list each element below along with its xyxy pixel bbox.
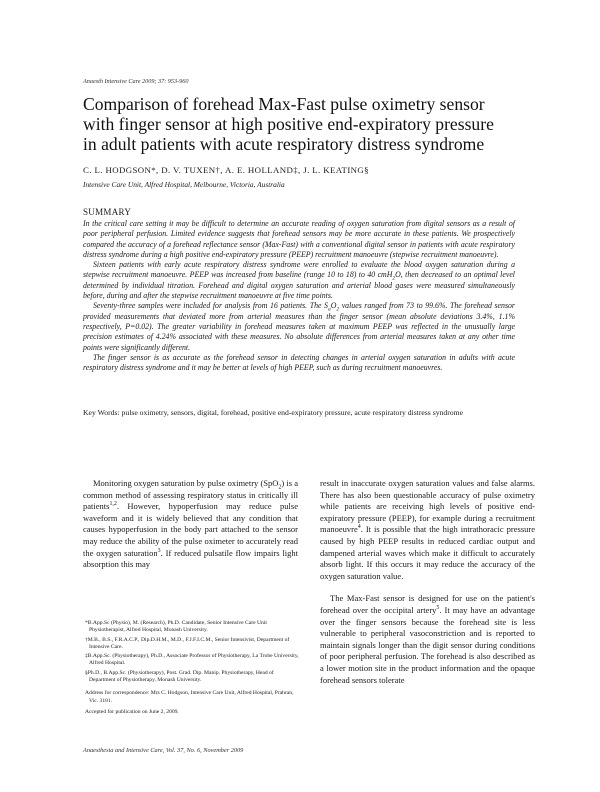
author-list: C. L. HODGSON*, D. V. TUXEN†, A. E. HOLLAND‡, J. L. KEATING§ xyxy=(83,165,369,175)
title-line-1: Comparison of forehead Max-Fast pulse oximetry sensor xyxy=(83,94,485,114)
author-footnote: *B.App.Sc (Physio), M. (Research), Ph.D. Candidate, Senior Intensive Care Unit Physiotherapist, Alfred Hospital, Monash University. xyxy=(85,620,267,634)
keywords: Key Words: pulse oximetry, sensors, digital, forehead, positive end-expiratory pressure, acute respiratory distress syndrome xyxy=(83,408,464,417)
running-head: Anaesth Intensive Care 2009; 37: 953-960 xyxy=(83,78,189,85)
abstract-paragraph: Sixteen patients with early acute respiratory distress syndrome were enrolled to evaluate the blood oxygen saturation during a stepwise recruitment manoeuvre. PEEP was increased from baseline (range 10 to 18) to 40 cmH$_2$O, then decreased to an optimal level determined by individual titration. Forehead and digital oxygen saturation and arterial blood gases were measured simultaneously before, during and after the stepwise recruitment manoeuvre at five time points. xyxy=(83,260,515,301)
author-footnote: †M.B., B.S., F.R.A.C.P., Dip.D.H.M., M.D., F.J.F.I.C.M., Senior Intensivist, Department of Intensive Care. xyxy=(85,636,290,650)
body-column-left xyxy=(83,478,298,571)
article-title xyxy=(83,94,543,155)
body-column-right xyxy=(320,478,535,686)
abstract-paragraph: The finger sensor is as accurate as the forehead sensor in detecting changes in arterial oxygen saturation in adults with acute respiratory distress syndrome and it may be better at levels of high PEEP, such as during recruitment manoeuvres. xyxy=(83,352,515,373)
affiliation: Intensive Care Unit, Alfred Hospital, Melbourne, Victoria, Australia xyxy=(83,180,285,189)
abstract xyxy=(83,219,515,373)
accepted-date: Accepted for publication on June 2, 2009. xyxy=(85,708,179,715)
title-line-3: in adult patients with acute respiratory distress syndrome xyxy=(83,134,485,155)
correspondence-address: Address for correspondence: Mrs C. Hodgson, Intensive Care Unit, Alfred Hospital, Prahran, Vic. 3181. xyxy=(85,690,294,704)
journal-footer: Anaesthesia and Intensive Care, Vol. 37, No. 6, November 2009 xyxy=(83,747,244,754)
body-paragraph: Monitoring oxygen saturation by pulse oximetry (SpO$_2$) is a common method of assessing respiratory status in critically ill patients$^{1,2}$. However, hypoperfusion may reduce pulse waveform and it is widely believed that any condition that causes hypoperfusion in the body part attached to the sensor may reduce the ability of the pulse oximeter to accurately read the oxygen saturation$^3$. If reduced pulsatile flow impairs light absorption this may xyxy=(83,478,298,570)
footnotes xyxy=(83,620,301,718)
body-paragraph: result in inaccurate oxygen saturation values and false alarms. There has also been questionable accuracy of pulse oximetry while patients are receiving high levels of positive end-expiratory pressure (PEEP), for example during a recruitment manoeuvre$^4$. It is possible that the high intrathoracic pressure caused by high PEEP results in reduced cardiac output and dampened arterial waves which make it difficult to accurately absorb light. If this occurs it may reduce the accuracy of the oxygen saturation value. xyxy=(320,478,535,581)
author-footnote: §Ph.D., B.App.Sc. (Physiotherapy), Post. Grad. Dip. Manip. Physiotherapy, Head of Department of Physiotherapy, Monash University. xyxy=(85,669,274,684)
body-paragraph: The Max-Fast sensor is designed for use on the patient's forehead over the occipital artery$^5$. It may have an advantage over the finger sensors because the forehead site is less vulnerable to peripheral vasoconstriction and is reported to maintain signals longer than the digit sensor during conditions of poor peripheral perfusion. The forehead is also described as a lower motion site in the product information and the opaque forehead sensors tolerate xyxy=(320,593,535,685)
author-footnote: ‡B.App.Sc. (Physiotherapy), Ph.D., Associate Professor of Physiotherapy, La Trobe University, Alfred Hospital. xyxy=(85,653,299,667)
summary-heading: SUMMARY xyxy=(83,207,132,217)
abstract-paragraph: In the critical care setting it may be difficult to determine an accurate reading of oxygen saturation from digital sensors as a result of poor peripheral perfusion. Limited evidence suggests that forehead sensors may be more accurate in these patients. We prospectively compared the accuracy of a forehead reflectance sensor (Max-Fast) with a conventional digital sensor in patients with acute respiratory distress syndrome during a high positive end-expiratory pressure (PEEP) recruitment manoeuvre (stepwise recruitment manoeuvre). xyxy=(83,219,515,259)
title-line-2: with finger sensor at high positive end-expiratory pressure xyxy=(83,114,494,135)
abstract-paragraph: Seventy-three samples were included for analysis from 16 patients. The $S_aO_2$ values ranged from 73 to 99.6%. The forehead sensor provided measurements that deviated more from arterial measures than the finger sensor (mean absolute deviations 3.4%, 1.1% respectively, P=0.02). The greater variability in forehead measures taken at maximum PEEP was reflected in the unusually large precision estimates of 4.24% associated with these measures. No absolute differences from arterial measures taken at any other time points were significantly different. xyxy=(83,301,515,352)
